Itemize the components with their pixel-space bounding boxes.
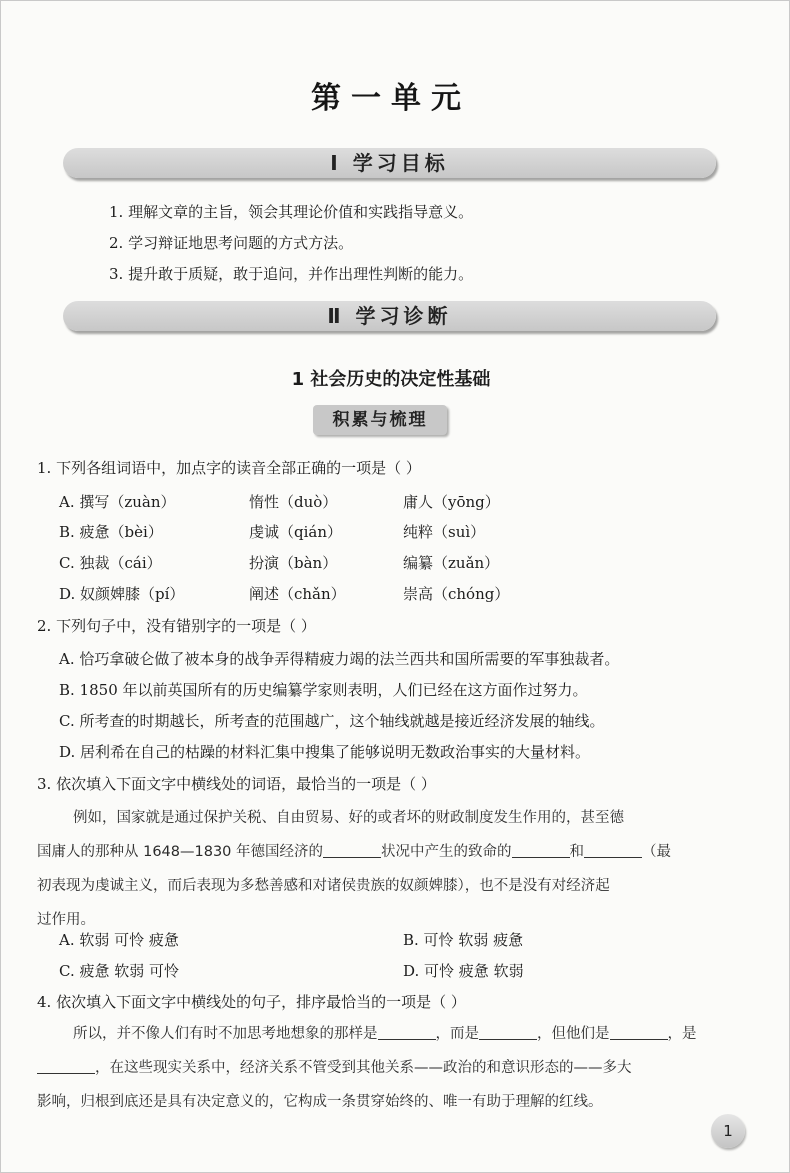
subsection-tag: 积累与梳理 bbox=[313, 405, 447, 435]
goals-list bbox=[109, 197, 473, 290]
q3-passage-line-1: 例如，国家就是通过保护关税、自由贸易、好的或者坏的财政制度发生作用的，甚至德 bbox=[73, 810, 624, 826]
q3-option-a: A. 软弱 可怜 疲惫 bbox=[59, 931, 179, 949]
q3-passage-line-2 bbox=[37, 835, 749, 869]
q1-option-b-2: 虔诚（qián） bbox=[249, 523, 343, 541]
q1-option-c-2: 扮演（bàn） bbox=[249, 554, 338, 572]
question-3-stem: 3. 依次填入下面文字中横线处的词语，最恰当的一项是（ ） bbox=[37, 775, 436, 793]
q3-passage-text: 国庸人的那种从 1648—1830 年德国经济的 bbox=[37, 844, 324, 860]
q3-passage-text: 和 bbox=[569, 844, 585, 860]
q4-passage-text: ，但他们是 bbox=[537, 1026, 610, 1042]
q1-option-a-3: 庸人（yōng） bbox=[403, 493, 500, 511]
q1-option-b-1: B. 疲惫（bèi） bbox=[59, 523, 163, 541]
q4-passage-text: 所以，并不像人们有时不加思考地想象的那样是 bbox=[73, 1026, 378, 1042]
answer-blank[interactable] bbox=[584, 843, 642, 858]
question-4-stem: 4. 依次填入下面文字中横线处的句子，排序最恰当的一项是（ ） bbox=[37, 993, 466, 1011]
q3-option-d: D. 可怜 疲惫 软弱 bbox=[403, 962, 524, 980]
q4-passage-text: ，而是 bbox=[435, 1026, 479, 1042]
q1-option-d-1: D. 奴颜婢膝（pí） bbox=[59, 585, 185, 603]
q3-passage bbox=[37, 801, 749, 937]
q4-passage bbox=[37, 1017, 749, 1119]
q1-option-c-3: 编纂（zuǎn） bbox=[403, 554, 500, 572]
diagnosis-section-heading: Ⅱ 学习诊断 bbox=[63, 301, 716, 331]
question-2-stem: 2. 下列句子中，没有错别字的一项是（ ） bbox=[37, 617, 316, 635]
q1-option-a-2: 惰性（duò） bbox=[249, 493, 338, 511]
q4-passage-text: ，在这些现实关系中，经济关系不管受到其他关系——政治的和意识形态的——多大 bbox=[95, 1060, 632, 1076]
q4-passage-line-3: 影响，归根到底还是具有决定意义的，它构成一条贯穿始终的、唯一有助于理解的红线。 bbox=[37, 1094, 603, 1110]
answer-blank[interactable] bbox=[323, 843, 381, 858]
question-1-stem: 1. 下列各组词语中，加点字的读音全部正确的一项是（ ） bbox=[37, 459, 421, 477]
answer-blank[interactable] bbox=[37, 1059, 95, 1074]
q4-passage-text: ，是 bbox=[667, 1026, 697, 1042]
unit-title: 第一单元 bbox=[311, 81, 471, 116]
answer-blank[interactable] bbox=[610, 1025, 668, 1040]
goal-item: 3. 提升敢于质疑，敢于追问，并作出理性判断的能力。 bbox=[109, 265, 474, 283]
q1-option-c-1: C. 独裁（cái） bbox=[59, 554, 162, 572]
q3-passage-text: 状况中产生的致命的 bbox=[381, 844, 512, 860]
q2-option-d: D. 居利希在自己的枯躁的材料汇集中搜集了能够说明无数政治事实的大量材料。 bbox=[59, 743, 591, 761]
lesson-title: 1 社会历史的决定性基础 bbox=[291, 369, 491, 390]
q4-passage-line-2 bbox=[37, 1051, 749, 1085]
goal-item: 2. 学习辩证地思考问题的方式方法。 bbox=[109, 234, 354, 252]
answer-blank[interactable] bbox=[378, 1025, 436, 1040]
q1-option-d-2: 阐述（chǎn） bbox=[249, 585, 346, 603]
answer-blank[interactable] bbox=[479, 1025, 537, 1040]
q3-option-b: B. 可怜 软弱 疲惫 bbox=[403, 931, 524, 949]
q3-passage-text: （最 bbox=[642, 844, 672, 860]
q2-option-c: C. 所考查的时期越长，所考查的范围越广，这个轴线就越是接近经济发展的轴线。 bbox=[59, 712, 605, 730]
q2-option-a: A. 恰巧拿破仑做了被本身的战争弄得精疲力竭的法兰西共和国所需要的军事独裁者。 bbox=[59, 650, 620, 668]
q2-option-b: B. 1850 年以前英国所有的历史编纂学家则表明，人们已经在这方面作过努力。 bbox=[59, 681, 588, 699]
goal-item: 1. 理解文章的主旨，领会其理论价值和实践指导意义。 bbox=[109, 203, 474, 221]
q1-option-d-3: 崇高（chóng） bbox=[403, 585, 510, 603]
q1-option-b-3: 纯粹（suì） bbox=[403, 523, 486, 541]
q4-passage-line-1 bbox=[37, 1017, 749, 1051]
q3-passage-line-4: 过作用。 bbox=[37, 912, 95, 928]
q3-passage-line-3: 初表现为虔诚主义，而后表现为多愁善感和对诸侯贵族的奴颜婢膝），也不是没有对经济起 bbox=[37, 878, 610, 894]
page-number: 1 bbox=[711, 1114, 745, 1148]
q3-option-c: C. 疲惫 软弱 可怜 bbox=[59, 962, 180, 980]
answer-blank[interactable] bbox=[512, 843, 570, 858]
goals-section-heading: Ⅰ 学习目标 bbox=[63, 148, 716, 178]
q1-option-a-1: A. 撰写（zuàn） bbox=[59, 493, 176, 511]
